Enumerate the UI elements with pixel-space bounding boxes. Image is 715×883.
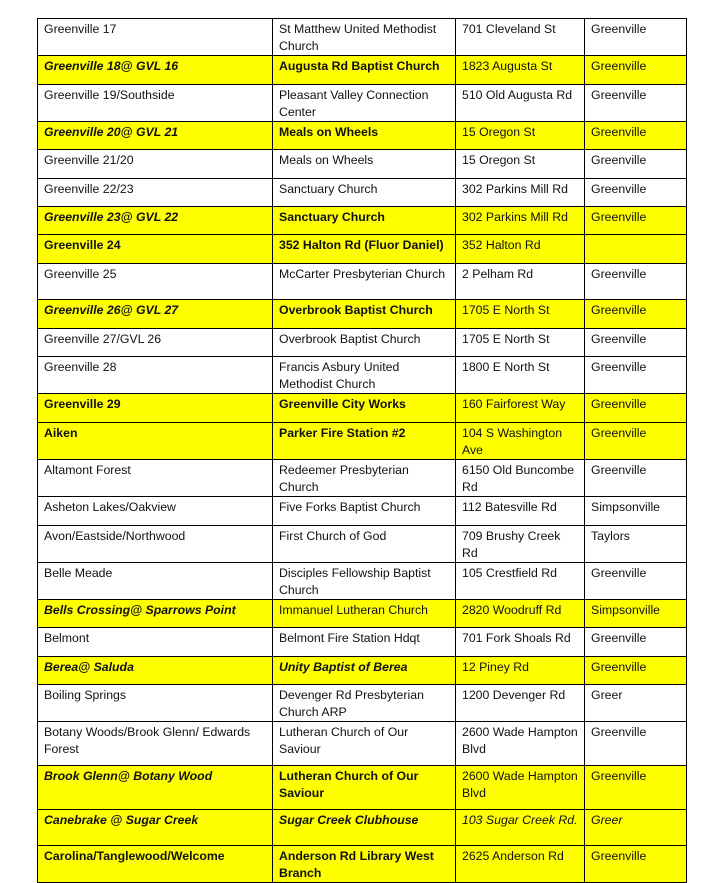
address-text: 302 Parkins Mill Rd bbox=[462, 210, 568, 224]
precinct-text: Greenville 17 bbox=[44, 22, 117, 36]
precinct-cell bbox=[38, 600, 273, 628]
address-text: 160 Fairforest Way bbox=[462, 397, 566, 411]
city-cell bbox=[585, 846, 687, 883]
precinct-cell bbox=[38, 657, 273, 685]
location-name-text: Immanuel Lutheran Church bbox=[279, 603, 429, 617]
table-row bbox=[38, 179, 687, 207]
precinct-cell bbox=[38, 300, 273, 329]
city-text: Greenville bbox=[591, 360, 647, 374]
table-row-highlighted bbox=[38, 846, 687, 883]
table-row bbox=[38, 526, 687, 563]
address-text: 112 Batesville Rd bbox=[462, 500, 557, 514]
location-name-text: Sanctuary Church bbox=[279, 182, 378, 196]
city-cell bbox=[585, 600, 687, 628]
address-cell bbox=[456, 300, 585, 329]
location-name-text: Devenger Rd Presbyterian Church ARP bbox=[279, 688, 424, 719]
precinct-text: Greenville 20@ GVL 21 bbox=[44, 125, 179, 139]
table-row bbox=[38, 563, 687, 600]
city-text: Greenville bbox=[591, 125, 647, 139]
city-cell bbox=[585, 497, 687, 526]
table-row bbox=[38, 264, 687, 300]
address-text: 2625 Anderson Rd bbox=[462, 849, 564, 863]
city-cell bbox=[585, 56, 687, 85]
location-name-cell bbox=[273, 85, 456, 122]
address-cell bbox=[456, 150, 585, 179]
table-row-highlighted bbox=[38, 600, 687, 628]
location-name-text: Augusta Rd Baptist Church bbox=[279, 59, 440, 73]
city-text: Greer bbox=[591, 688, 623, 702]
location-name-text: Redeemer Presbyterian Church bbox=[279, 463, 409, 494]
precinct-cell bbox=[38, 526, 273, 563]
city-text: Greenville bbox=[591, 463, 647, 477]
address-text: 510 Old Augusta Rd bbox=[462, 88, 573, 102]
table-row bbox=[38, 150, 687, 179]
address-text: 2600 Wade Hampton Blvd bbox=[462, 769, 578, 800]
table-row bbox=[38, 460, 687, 497]
precinct-text: Greenville 28 bbox=[44, 360, 117, 374]
address-text: 1823 Augusta St bbox=[462, 59, 553, 73]
city-cell bbox=[585, 235, 687, 264]
location-name-text: Meals on Wheels bbox=[279, 125, 379, 139]
city-cell bbox=[585, 526, 687, 563]
precinct-cell bbox=[38, 394, 273, 423]
address-text: 15 Oregon St bbox=[462, 125, 536, 139]
precinct-text: Greenville 29 bbox=[44, 397, 121, 411]
precinct-cell bbox=[38, 460, 273, 497]
city-text: Greenville bbox=[591, 267, 647, 281]
city-text: Greenville bbox=[591, 332, 647, 346]
table-row-highlighted bbox=[38, 56, 687, 85]
precinct-cell bbox=[38, 264, 273, 300]
location-name-cell bbox=[273, 766, 456, 810]
address-text: 15 Oregon St bbox=[462, 153, 536, 167]
address-text: 1200 Devenger Rd bbox=[462, 688, 566, 702]
location-name-cell bbox=[273, 722, 456, 766]
location-name-text: Anderson Rd Library West Branch bbox=[279, 849, 434, 880]
address-cell bbox=[456, 394, 585, 423]
precinct-text: Avon/Eastside/Northwood bbox=[44, 529, 186, 543]
table-row-highlighted bbox=[38, 394, 687, 423]
address-cell bbox=[456, 264, 585, 300]
city-text: Greer bbox=[591, 813, 623, 827]
address-cell bbox=[456, 563, 585, 600]
precinct-text: Belmont bbox=[44, 631, 90, 645]
city-text: Greenville bbox=[591, 725, 647, 739]
city-text: Taylors bbox=[591, 529, 630, 543]
city-cell bbox=[585, 563, 687, 600]
table-row bbox=[38, 357, 687, 394]
city-text: Greenville bbox=[591, 88, 647, 102]
table-row bbox=[38, 329, 687, 357]
location-name-cell bbox=[273, 497, 456, 526]
address-text: 12 Piney Rd bbox=[462, 660, 529, 674]
address-cell bbox=[456, 207, 585, 235]
location-name-text: Lutheran Church of Our Saviour bbox=[279, 725, 409, 756]
location-name-cell bbox=[273, 810, 456, 846]
city-cell bbox=[585, 685, 687, 722]
address-cell bbox=[456, 329, 585, 357]
table-row-highlighted bbox=[38, 207, 687, 235]
city-cell bbox=[585, 460, 687, 497]
city-text: Greenville bbox=[591, 59, 647, 73]
address-cell bbox=[456, 179, 585, 207]
precinct-cell bbox=[38, 85, 273, 122]
city-cell bbox=[585, 423, 687, 460]
location-name-cell bbox=[273, 19, 456, 56]
city-cell bbox=[585, 207, 687, 235]
city-cell bbox=[585, 722, 687, 766]
location-name-cell bbox=[273, 394, 456, 423]
location-name-text: First Church of God bbox=[279, 529, 387, 543]
city-text: Greenville bbox=[591, 210, 647, 224]
location-name-text: Overbrook Baptist Church bbox=[279, 303, 433, 317]
city-text: Greenville bbox=[591, 769, 647, 783]
precinct-text: Greenville 23@ GVL 22 bbox=[44, 210, 179, 224]
location-name-text: Meals on Wheels bbox=[279, 153, 374, 167]
table-row bbox=[38, 85, 687, 122]
city-cell bbox=[585, 300, 687, 329]
address-text: 701 Fork Shoals Rd bbox=[462, 631, 571, 645]
location-name-text: Pleasant Valley Connection Center bbox=[279, 88, 429, 119]
location-name-cell bbox=[273, 423, 456, 460]
precinct-cell bbox=[38, 329, 273, 357]
location-name-cell bbox=[273, 526, 456, 563]
precinct-cell bbox=[38, 722, 273, 766]
precinct-text: Altamont Forest bbox=[44, 463, 131, 477]
address-text: 709 Brushy Creek Rd bbox=[462, 529, 561, 560]
table-row-highlighted bbox=[38, 122, 687, 150]
address-cell bbox=[456, 56, 585, 85]
city-text: Greenville bbox=[591, 182, 647, 196]
address-cell bbox=[456, 722, 585, 766]
location-name-cell bbox=[273, 207, 456, 235]
location-name-cell bbox=[273, 56, 456, 85]
precinct-text: Brook Glenn@ Botany Wood bbox=[44, 769, 213, 783]
table-row-highlighted bbox=[38, 423, 687, 460]
precinct-text: Greenville 21/20 bbox=[44, 153, 134, 167]
address-text: 2 Pelham Rd bbox=[462, 267, 534, 281]
precinct-text: Berea@ Saluda bbox=[44, 660, 134, 674]
precinct-text: Belle Meade bbox=[44, 566, 113, 580]
precinct-cell bbox=[38, 497, 273, 526]
precinct-text: Aiken bbox=[44, 426, 78, 440]
table-row-highlighted bbox=[38, 235, 687, 264]
city-text: Greenville bbox=[591, 22, 647, 36]
location-name-cell bbox=[273, 600, 456, 628]
city-cell bbox=[585, 657, 687, 685]
precinct-cell bbox=[38, 19, 273, 56]
precinct-cell bbox=[38, 685, 273, 722]
address-text: 103 Sugar Creek Rd. bbox=[462, 813, 578, 827]
city-cell bbox=[585, 85, 687, 122]
location-name-cell bbox=[273, 300, 456, 329]
polling-locations-table bbox=[37, 18, 687, 883]
precinct-cell bbox=[38, 628, 273, 657]
address-cell bbox=[456, 85, 585, 122]
location-name-text: Greenville City Works bbox=[279, 397, 406, 411]
address-cell bbox=[456, 685, 585, 722]
address-text: 104 S Washington Ave bbox=[462, 426, 563, 457]
precinct-text: Greenville 22/23 bbox=[44, 182, 134, 196]
city-cell bbox=[585, 357, 687, 394]
location-name-cell bbox=[273, 264, 456, 300]
location-name-cell bbox=[273, 628, 456, 657]
precinct-cell bbox=[38, 235, 273, 264]
city-text: Greenville bbox=[591, 849, 647, 863]
address-text: 352 Halton Rd bbox=[462, 238, 541, 252]
precinct-text: Carolina/Tanglewood/Welcome bbox=[44, 849, 225, 863]
city-cell bbox=[585, 150, 687, 179]
table-row bbox=[38, 628, 687, 657]
city-text: Greenville bbox=[591, 566, 647, 580]
precinct-cell bbox=[38, 423, 273, 460]
precinct-cell bbox=[38, 150, 273, 179]
address-text: 1705 E North St bbox=[462, 332, 550, 346]
table-body bbox=[38, 19, 687, 883]
location-name-text: Disciples Fellowship Baptist Church bbox=[279, 566, 431, 597]
precinct-text: Greenville 25 bbox=[44, 267, 117, 281]
precinct-text: Greenville 27/GVL 26 bbox=[44, 332, 162, 346]
table-row-highlighted bbox=[38, 300, 687, 329]
address-cell bbox=[456, 122, 585, 150]
address-cell bbox=[456, 526, 585, 563]
address-cell bbox=[456, 846, 585, 883]
address-cell bbox=[456, 810, 585, 846]
precinct-text: Asheton Lakes/Oakview bbox=[44, 500, 176, 514]
location-name-text: St Matthew United Methodist Church bbox=[279, 22, 437, 53]
location-name-text: McCarter Presbyterian Church bbox=[279, 267, 446, 281]
location-name-cell bbox=[273, 846, 456, 883]
city-cell bbox=[585, 329, 687, 357]
location-name-cell bbox=[273, 357, 456, 394]
address-text: 6150 Old Buncombe Rd bbox=[462, 463, 575, 494]
address-text: 2600 Wade Hampton Blvd bbox=[462, 725, 578, 756]
city-text: Simpsonville bbox=[591, 500, 661, 514]
address-cell bbox=[456, 357, 585, 394]
precinct-text: Greenville 19/Southside bbox=[44, 88, 175, 102]
city-cell bbox=[585, 264, 687, 300]
address-text: 2820 Woodruff Rd bbox=[462, 603, 562, 617]
location-name-cell bbox=[273, 122, 456, 150]
address-cell bbox=[456, 628, 585, 657]
city-cell bbox=[585, 766, 687, 810]
table-row bbox=[38, 722, 687, 766]
city-text: Greenville bbox=[591, 397, 647, 411]
location-name-text: Lutheran Church of Our Saviour bbox=[279, 769, 419, 800]
precinct-cell bbox=[38, 810, 273, 846]
location-name-text: Francis Asbury United Methodist Church bbox=[279, 360, 400, 391]
precinct-text: Canebrake @ Sugar Creek bbox=[44, 813, 199, 827]
table-row-highlighted bbox=[38, 657, 687, 685]
address-cell bbox=[456, 657, 585, 685]
precinct-cell bbox=[38, 179, 273, 207]
precinct-text: Boiling Springs bbox=[44, 688, 127, 702]
precinct-text: Greenville 24 bbox=[44, 238, 121, 252]
location-name-cell bbox=[273, 179, 456, 207]
location-name-text: Parker Fire Station #2 bbox=[279, 426, 406, 440]
table-row bbox=[38, 497, 687, 526]
location-name-cell bbox=[273, 235, 456, 264]
location-name-text: Five Forks Baptist Church bbox=[279, 500, 421, 514]
address-cell bbox=[456, 235, 585, 264]
address-cell bbox=[456, 19, 585, 56]
city-text: Greenville bbox=[591, 153, 647, 167]
table-row bbox=[38, 19, 687, 56]
precinct-cell bbox=[38, 56, 273, 85]
location-name-cell bbox=[273, 150, 456, 179]
precinct-text: Bells Crossing@ Sparrows Point bbox=[44, 603, 236, 617]
location-name-text: Overbrook Baptist Church bbox=[279, 332, 421, 346]
precinct-cell bbox=[38, 357, 273, 394]
city-cell bbox=[585, 628, 687, 657]
address-cell bbox=[456, 423, 585, 460]
precinct-cell bbox=[38, 563, 273, 600]
location-name-cell bbox=[273, 460, 456, 497]
address-text: 1800 E North St bbox=[462, 360, 550, 374]
city-cell bbox=[585, 122, 687, 150]
table-row-highlighted bbox=[38, 766, 687, 810]
precinct-cell bbox=[38, 846, 273, 883]
address-text: 302 Parkins Mill Rd bbox=[462, 182, 568, 196]
address-cell bbox=[456, 600, 585, 628]
address-text: 701 Cleveland St bbox=[462, 22, 556, 36]
location-name-text: Unity Baptist of Berea bbox=[279, 660, 408, 674]
city-text: Greenville bbox=[591, 303, 647, 317]
precinct-cell bbox=[38, 122, 273, 150]
precinct-text: Botany Woods/Brook Glenn/ Edwards Forest bbox=[44, 725, 251, 756]
city-text: Greenville bbox=[591, 631, 647, 645]
precinct-text: Greenville 18@ GVL 16 bbox=[44, 59, 179, 73]
location-name-cell bbox=[273, 563, 456, 600]
precinct-cell bbox=[38, 207, 273, 235]
precinct-cell bbox=[38, 766, 273, 810]
city-cell bbox=[585, 810, 687, 846]
location-name-cell bbox=[273, 329, 456, 357]
city-cell bbox=[585, 394, 687, 423]
city-text: Greenville bbox=[591, 660, 647, 674]
location-name-text: Sanctuary Church bbox=[279, 210, 385, 224]
precinct-text: Greenville 26@ GVL 27 bbox=[44, 303, 179, 317]
location-name-text: 352 Halton Rd (Fluor Daniel) bbox=[279, 238, 444, 252]
city-cell bbox=[585, 19, 687, 56]
location-name-cell bbox=[273, 685, 456, 722]
location-name-text: Belmont Fire Station Hdqt bbox=[279, 631, 420, 645]
city-text: Simpsonville bbox=[591, 603, 661, 617]
location-name-text: Sugar Creek Clubhouse bbox=[279, 813, 419, 827]
address-text: 1705 E North St bbox=[462, 303, 550, 317]
table-row-highlighted bbox=[38, 810, 687, 846]
city-cell bbox=[585, 179, 687, 207]
city-text: Greenville bbox=[591, 426, 647, 440]
address-cell bbox=[456, 497, 585, 526]
address-cell bbox=[456, 460, 585, 497]
table-row bbox=[38, 685, 687, 722]
address-cell bbox=[456, 766, 585, 810]
address-text: 105 Crestfield Rd bbox=[462, 566, 558, 580]
location-name-cell bbox=[273, 657, 456, 685]
